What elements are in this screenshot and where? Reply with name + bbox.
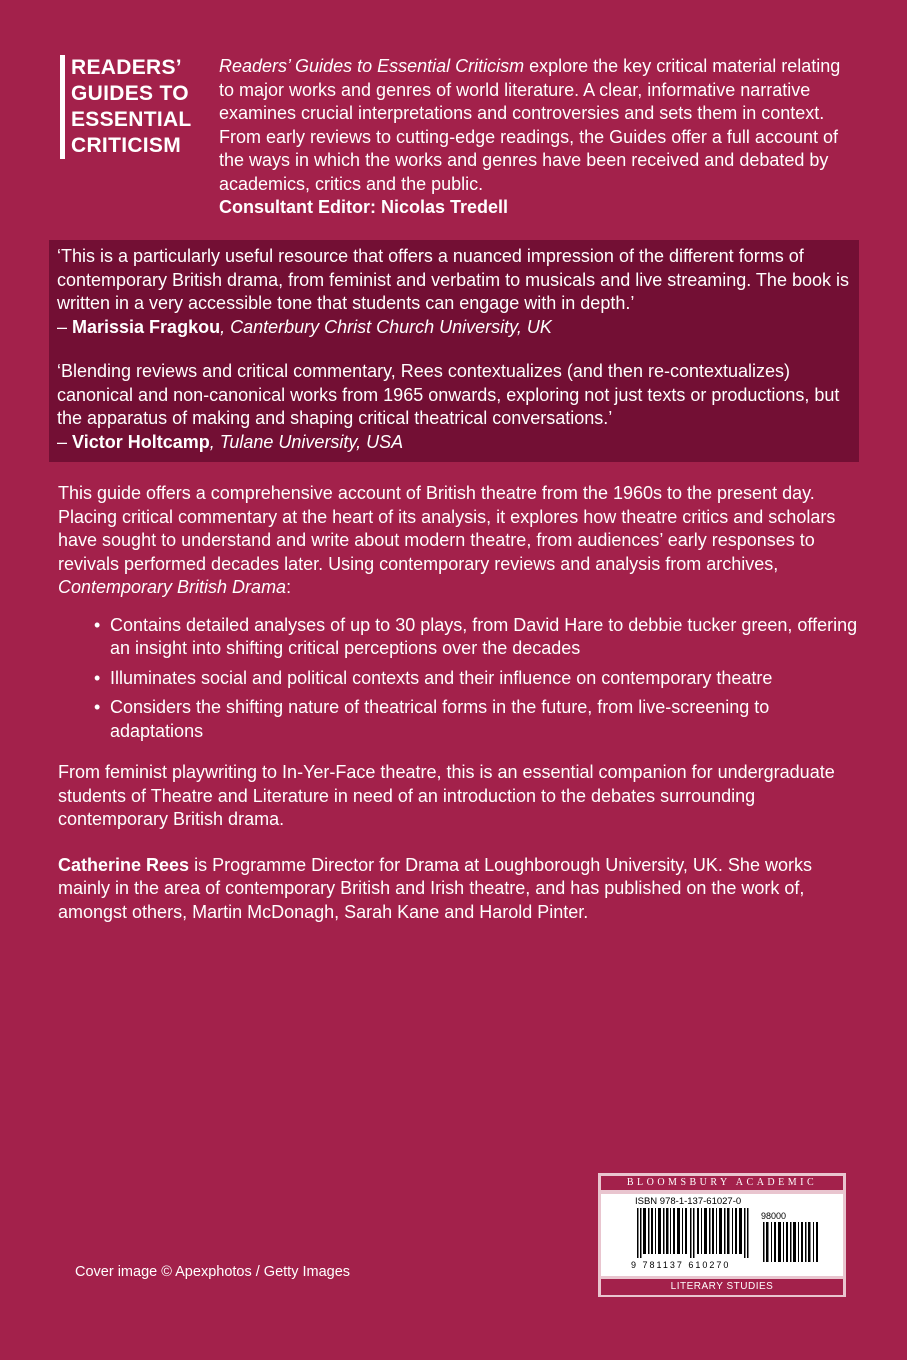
quote-text: ‘Blending reviews and critical commentary, Rees contextualizes (and then re-contextualizes) canonical and non-canonical works from 1965 onwards, exploring not just texts or productions, but the apparatus of making and shaping critical theatrical conversations.’ — [57, 361, 840, 428]
review-quotes-panel — [49, 240, 859, 462]
series-description: explore the key critical material relating to major works and genres of world literature. A clear, informative narrative examines crucial interpretations and controversies and sets them in context. From early reviews to cutting-edge readings, the Guides offer a full account of the ways in which the works and genres have been received and debated by academics, critics and the public. — [219, 56, 841, 194]
quote-text: ‘This is a particularly useful resource that offers a nuanced impression of the different forms of contemporary British drama, from feminist and verbatim to musicals and live streaming. The book is written in a very accessible tone that students can engage with in depth.’ — [57, 246, 849, 313]
book-title: Contemporary British Drama — [58, 577, 287, 597]
feature-item: • Contains detailed analyses of up to 30 plays, from David Hare to debbie tucker green, offering an insight into shifting critical perceptions over the decades — [94, 614, 858, 661]
description-text: This guide offers a comprehensive account of British theatre from the 1960s to the present day. Placing critical commentary at the heart of its analysis, it explores how theatre critics and scholars have sought to understand and write about modern theatre, from audiences’ early responses to revivals performed decades later. Using contemporary reviews and analysis from archives, — [58, 483, 836, 574]
barcode-block — [598, 1173, 846, 1297]
series-logo — [60, 55, 192, 159]
quote-author: Marissia Fragkou — [72, 316, 221, 337]
barcode-area — [601, 1194, 843, 1276]
feature-item: • Illuminates social and political contexts and their influence on contemporary theatre — [94, 667, 858, 691]
consultant-editor: Consultant Editor: Nicolas Tredell — [219, 197, 509, 217]
quote-affiliation: , Canterbury Christ Church University, UK — [220, 316, 552, 337]
quote-author: Victor Holtcamp — [72, 431, 210, 452]
quote-dash: – — [57, 431, 73, 452]
subject-category: LITERARY STUDIES — [601, 1279, 843, 1295]
isbn-number: ISBN 978-1-137-61027-0 — [635, 1196, 742, 1207]
series-logo-line: CRITICISM — [71, 134, 182, 157]
review-quote — [57, 245, 859, 339]
quote-affiliation: , Tulane University, USA — [209, 431, 404, 452]
book-description — [58, 482, 858, 924]
description-paragraph — [58, 482, 858, 600]
review-quote — [57, 360, 859, 454]
ean-barcode — [637, 1208, 757, 1258]
series-logo-line: READERS’ — [71, 56, 182, 79]
description-punct: : — [286, 577, 292, 597]
ean-digits: 9 781137 610270 — [631, 1260, 731, 1270]
series-title: Readers’ Guides to Essential Criticism — [219, 56, 525, 76]
feature-item: • Considers the shifting nature of theatrical forms in the future, from live-screening to adaptations — [94, 696, 858, 743]
cover-image-credit: Cover image © Apexphotos / Getty Images — [75, 1264, 351, 1280]
series-intro — [219, 55, 859, 220]
publisher-name: BLOOMSBURY ACADEMIC — [601, 1176, 843, 1190]
feature-list — [94, 614, 858, 744]
author-bio-text: is Programme Director for Drama at Loughborough University, UK. She works mainly in the area of contemporary British and Irish theatre, and has published on the work of, amongst others, Martin McDonagh, Sarah Kane and Harold Pinter. — [58, 854, 812, 922]
series-logo-line: GUIDES TO — [71, 82, 189, 105]
series-logo-line: ESSENTIAL — [71, 108, 192, 131]
quote-dash: – — [57, 316, 73, 337]
price-barcode — [763, 1222, 823, 1266]
price-code: 98000 — [761, 1211, 787, 1221]
author-bio — [58, 854, 858, 925]
author-name: Catherine Rees — [58, 854, 190, 875]
description-paragraph: From feminist playwriting to In-Yer-Face theatre, this is an essential companion for undergraduate students of Theatre and Literature in need of an introduction to the debates surrounding contemporary British drama. — [58, 762, 835, 829]
